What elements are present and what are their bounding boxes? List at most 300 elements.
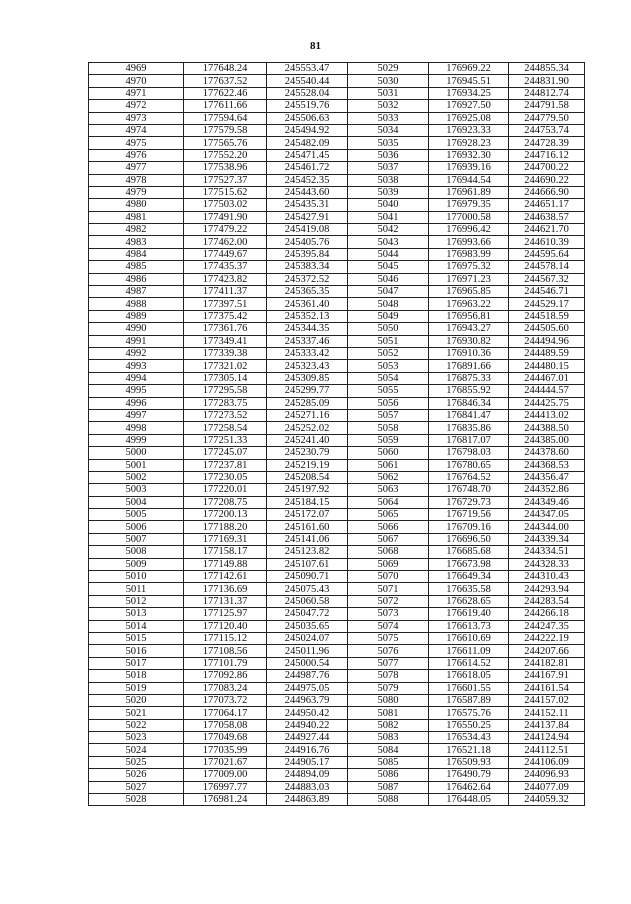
- table-row: [89, 608, 585, 620]
- point-number-cell: 5005: [89, 509, 184, 521]
- y-coordinate-cell: 245219.19: [267, 459, 348, 471]
- y-coordinate-cell: 245405.76: [267, 236, 348, 248]
- point-number-cell: 4997: [89, 409, 184, 421]
- point-number-cell: 5036: [348, 149, 429, 161]
- x-coordinate-cell: 176611.09: [429, 645, 509, 657]
- y-coordinate-cell: 245060.58: [267, 595, 348, 607]
- table-row: [89, 434, 585, 446]
- y-coordinate-cell: 244666.90: [509, 186, 585, 198]
- y-coordinate-cell: 244106.09: [509, 756, 585, 768]
- point-number-cell: 5001: [89, 459, 184, 471]
- x-coordinate-cell: 176846.34: [429, 397, 509, 409]
- point-number-cell: 5037: [348, 162, 429, 174]
- x-coordinate-cell: 177295.58: [184, 385, 267, 397]
- point-number-cell: 5035: [348, 137, 429, 149]
- point-number-cell: 4978: [89, 174, 184, 186]
- y-coordinate-cell: 245337.46: [267, 335, 348, 347]
- x-coordinate-cell: 177637.52: [184, 75, 267, 87]
- table-row: [89, 670, 585, 682]
- x-coordinate-cell: 177375.42: [184, 310, 267, 322]
- x-coordinate-cell: 176932.30: [429, 149, 509, 161]
- x-coordinate-cell: 176943.27: [429, 323, 509, 335]
- x-coordinate-cell: 177049.68: [184, 732, 267, 744]
- table-row: [89, 63, 585, 75]
- y-coordinate-cell: 244863.89: [267, 794, 348, 806]
- y-coordinate-cell: 245107.61: [267, 558, 348, 570]
- y-coordinate-cell: 245047.72: [267, 608, 348, 620]
- y-coordinate-cell: 244651.17: [509, 199, 585, 211]
- table-row: [89, 248, 585, 260]
- table-row: [89, 112, 585, 124]
- point-number-cell: 5024: [89, 744, 184, 756]
- table-row: [89, 781, 585, 793]
- point-number-cell: 4971: [89, 87, 184, 99]
- x-coordinate-cell: 177491.90: [184, 211, 267, 223]
- point-number-cell: 5087: [348, 781, 429, 793]
- point-number-cell: 5071: [348, 583, 429, 595]
- point-number-cell: 5044: [348, 248, 429, 260]
- point-number-cell: 5069: [348, 558, 429, 570]
- point-number-cell: 5081: [348, 707, 429, 719]
- y-coordinate-cell: 244753.74: [509, 124, 585, 136]
- table-row: [89, 707, 585, 719]
- x-coordinate-cell: 177538.96: [184, 162, 267, 174]
- x-coordinate-cell: 176945.51: [429, 75, 509, 87]
- point-number-cell: 4970: [89, 75, 184, 87]
- y-coordinate-cell: 244791.58: [509, 100, 585, 112]
- table-row: [89, 149, 585, 161]
- y-coordinate-cell: 244467.01: [509, 372, 585, 384]
- point-number-cell: 5084: [348, 744, 429, 756]
- x-coordinate-cell: 176748.70: [429, 484, 509, 496]
- y-coordinate-cell: 245252.02: [267, 422, 348, 434]
- y-coordinate-cell: 244963.79: [267, 694, 348, 706]
- y-coordinate-cell: 244716.12: [509, 149, 585, 161]
- y-coordinate-cell: 244124.94: [509, 732, 585, 744]
- y-coordinate-cell: 245230.79: [267, 447, 348, 459]
- x-coordinate-cell: 177200.13: [184, 509, 267, 521]
- y-coordinate-cell: 244518.59: [509, 310, 585, 322]
- table-row: [89, 558, 585, 570]
- y-coordinate-cell: 244812.74: [509, 87, 585, 99]
- coordinates-table: [88, 62, 585, 806]
- point-number-cell: 5083: [348, 732, 429, 744]
- point-number-cell: 5031: [348, 87, 429, 99]
- y-coordinate-cell: 244310.43: [509, 571, 585, 583]
- y-coordinate-cell: 244222.19: [509, 632, 585, 644]
- y-coordinate-cell: 244413.02: [509, 409, 585, 421]
- y-coordinate-cell: 244247.35: [509, 620, 585, 632]
- x-coordinate-cell: 177188.20: [184, 521, 267, 533]
- x-coordinate-cell: 176696.50: [429, 533, 509, 545]
- x-coordinate-cell: 177258.54: [184, 422, 267, 434]
- x-coordinate-cell: 176961.89: [429, 186, 509, 198]
- y-coordinate-cell: 244349.46: [509, 496, 585, 508]
- point-number-cell: 5043: [348, 236, 429, 248]
- y-coordinate-cell: 245024.07: [267, 632, 348, 644]
- table-row: [89, 385, 585, 397]
- y-coordinate-cell: 244328.33: [509, 558, 585, 570]
- table-row: [89, 323, 585, 335]
- table-row: [89, 397, 585, 409]
- y-coordinate-cell: 244975.05: [267, 682, 348, 694]
- x-coordinate-cell: 177411.37: [184, 286, 267, 298]
- y-coordinate-cell: 245361.40: [267, 298, 348, 310]
- point-number-cell: 4981: [89, 211, 184, 223]
- x-coordinate-cell: 177515.62: [184, 186, 267, 198]
- table-row: [89, 298, 585, 310]
- x-coordinate-cell: 176979.35: [429, 199, 509, 211]
- y-coordinate-cell: 244927.44: [267, 732, 348, 744]
- table-row: [89, 286, 585, 298]
- point-number-cell: 4977: [89, 162, 184, 174]
- y-coordinate-cell: 244883.03: [267, 781, 348, 793]
- table-row: [89, 199, 585, 211]
- x-coordinate-cell: 176956.81: [429, 310, 509, 322]
- point-number-cell: 5030: [348, 75, 429, 87]
- x-coordinate-cell: 177479.22: [184, 224, 267, 236]
- point-number-cell: 5079: [348, 682, 429, 694]
- table-row: [89, 744, 585, 756]
- x-coordinate-cell: 177251.33: [184, 434, 267, 446]
- y-coordinate-cell: 244368.53: [509, 459, 585, 471]
- x-coordinate-cell: 176780.65: [429, 459, 509, 471]
- point-number-cell: 5011: [89, 583, 184, 595]
- table-row: [89, 360, 585, 372]
- table-row: [89, 261, 585, 273]
- point-number-cell: 5004: [89, 496, 184, 508]
- y-coordinate-cell: 244690.22: [509, 174, 585, 186]
- x-coordinate-cell: 177622.46: [184, 87, 267, 99]
- x-coordinate-cell: 177611.66: [184, 100, 267, 112]
- table-row: [89, 484, 585, 496]
- table-row: [89, 756, 585, 768]
- x-coordinate-cell: 177021.67: [184, 756, 267, 768]
- point-number-cell: 5019: [89, 682, 184, 694]
- x-coordinate-cell: 176875.33: [429, 372, 509, 384]
- point-number-cell: 5009: [89, 558, 184, 570]
- x-coordinate-cell: 176509.93: [429, 756, 509, 768]
- table-row: [89, 657, 585, 669]
- x-coordinate-cell: 177435.37: [184, 261, 267, 273]
- table-row: [89, 447, 585, 459]
- point-number-cell: 5025: [89, 756, 184, 768]
- y-coordinate-cell: 245075.43: [267, 583, 348, 595]
- point-number-cell: 5054: [348, 372, 429, 384]
- y-coordinate-cell: 244894.09: [267, 769, 348, 781]
- y-coordinate-cell: 245161.60: [267, 521, 348, 533]
- y-coordinate-cell: 244855.34: [509, 63, 585, 75]
- y-coordinate-cell: 244167.91: [509, 670, 585, 682]
- x-coordinate-cell: 176610.69: [429, 632, 509, 644]
- y-coordinate-cell: 245035.65: [267, 620, 348, 632]
- point-number-cell: 5050: [348, 323, 429, 335]
- y-coordinate-cell: 244207.66: [509, 645, 585, 657]
- x-coordinate-cell: 177009.00: [184, 769, 267, 781]
- y-coordinate-cell: 245000.54: [267, 657, 348, 669]
- y-coordinate-cell: 245241.40: [267, 434, 348, 446]
- y-coordinate-cell: 245506.63: [267, 112, 348, 124]
- y-coordinate-cell: 245443.60: [267, 186, 348, 198]
- table-row: [89, 794, 585, 806]
- x-coordinate-cell: 176462.64: [429, 781, 509, 793]
- point-number-cell: 5064: [348, 496, 429, 508]
- x-coordinate-cell: 177035.99: [184, 744, 267, 756]
- table-row: [89, 719, 585, 731]
- y-coordinate-cell: 245197.92: [267, 484, 348, 496]
- y-coordinate-cell: 244347.05: [509, 509, 585, 521]
- point-number-cell: 5026: [89, 769, 184, 781]
- y-coordinate-cell: 244444.57: [509, 385, 585, 397]
- y-coordinate-cell: 245299.77: [267, 385, 348, 397]
- point-number-cell: 5016: [89, 645, 184, 657]
- table-row: [89, 632, 585, 644]
- point-number-cell: 4991: [89, 335, 184, 347]
- x-coordinate-cell: 176764.52: [429, 471, 509, 483]
- point-number-cell: 4974: [89, 124, 184, 136]
- x-coordinate-cell: 176550.25: [429, 719, 509, 731]
- point-number-cell: 5012: [89, 595, 184, 607]
- y-coordinate-cell: 245285.09: [267, 397, 348, 409]
- x-coordinate-cell: 177349.41: [184, 335, 267, 347]
- y-coordinate-cell: 244700.22: [509, 162, 585, 174]
- x-coordinate-cell: 176971.23: [429, 273, 509, 285]
- point-number-cell: 4986: [89, 273, 184, 285]
- y-coordinate-cell: 244905.17: [267, 756, 348, 768]
- table-row: [89, 521, 585, 533]
- x-coordinate-cell: 176835.86: [429, 422, 509, 434]
- point-number-cell: 5055: [348, 385, 429, 397]
- x-coordinate-cell: 177648.24: [184, 63, 267, 75]
- x-coordinate-cell: 177565.76: [184, 137, 267, 149]
- x-coordinate-cell: 177273.52: [184, 409, 267, 421]
- x-coordinate-cell: 176628.65: [429, 595, 509, 607]
- point-number-cell: 5065: [348, 509, 429, 521]
- y-coordinate-cell: 244352.86: [509, 484, 585, 496]
- point-number-cell: 4995: [89, 385, 184, 397]
- x-coordinate-cell: 176490.79: [429, 769, 509, 781]
- x-coordinate-cell: 177449.67: [184, 248, 267, 260]
- x-coordinate-cell: 177503.02: [184, 199, 267, 211]
- x-coordinate-cell: 177594.64: [184, 112, 267, 124]
- x-coordinate-cell: 176635.58: [429, 583, 509, 595]
- x-coordinate-cell: 177092.86: [184, 670, 267, 682]
- x-coordinate-cell: 177305.14: [184, 372, 267, 384]
- table-row: [89, 509, 585, 521]
- y-coordinate-cell: 245323.43: [267, 360, 348, 372]
- y-coordinate-cell: 245365.35: [267, 286, 348, 298]
- x-coordinate-cell: 176997.77: [184, 781, 267, 793]
- y-coordinate-cell: 244356.47: [509, 471, 585, 483]
- y-coordinate-cell: 245344.35: [267, 323, 348, 335]
- x-coordinate-cell: 176996.42: [429, 224, 509, 236]
- x-coordinate-cell: 176923.33: [429, 124, 509, 136]
- x-coordinate-cell: 177073.72: [184, 694, 267, 706]
- point-number-cell: 5021: [89, 707, 184, 719]
- point-number-cell: 5073: [348, 608, 429, 620]
- x-coordinate-cell: 177142.61: [184, 571, 267, 583]
- point-number-cell: 5070: [348, 571, 429, 583]
- point-number-cell: 5007: [89, 533, 184, 545]
- y-coordinate-cell: 244152.11: [509, 707, 585, 719]
- x-coordinate-cell: 177149.88: [184, 558, 267, 570]
- table-row: [89, 620, 585, 632]
- table-row: [89, 137, 585, 149]
- x-coordinate-cell: 176729.73: [429, 496, 509, 508]
- point-number-cell: 5051: [348, 335, 429, 347]
- point-number-cell: 4983: [89, 236, 184, 248]
- y-coordinate-cell: 245419.08: [267, 224, 348, 236]
- y-coordinate-cell: 245184.15: [267, 496, 348, 508]
- x-coordinate-cell: 176841.47: [429, 409, 509, 421]
- table-row: [89, 682, 585, 694]
- y-coordinate-cell: 244480.15: [509, 360, 585, 372]
- x-coordinate-cell: 177339.38: [184, 347, 267, 359]
- point-number-cell: 4987: [89, 286, 184, 298]
- table-row: [89, 645, 585, 657]
- x-coordinate-cell: 176613.73: [429, 620, 509, 632]
- x-coordinate-cell: 176965.85: [429, 286, 509, 298]
- y-coordinate-cell: 245395.84: [267, 248, 348, 260]
- point-number-cell: 5015: [89, 632, 184, 644]
- x-coordinate-cell: 176975.32: [429, 261, 509, 273]
- y-coordinate-cell: 244266.18: [509, 608, 585, 620]
- table-row: [89, 409, 585, 421]
- table-row: [89, 186, 585, 198]
- point-number-cell: 4982: [89, 224, 184, 236]
- x-coordinate-cell: 176969.22: [429, 63, 509, 75]
- point-number-cell: 5028: [89, 794, 184, 806]
- y-coordinate-cell: 245333.42: [267, 347, 348, 359]
- x-coordinate-cell: 176798.03: [429, 447, 509, 459]
- y-coordinate-cell: 244529.17: [509, 298, 585, 310]
- point-number-cell: 4992: [89, 347, 184, 359]
- y-coordinate-cell: 245519.76: [267, 100, 348, 112]
- point-number-cell: 4969: [89, 63, 184, 75]
- y-coordinate-cell: 245011.96: [267, 645, 348, 657]
- y-coordinate-cell: 244425.75: [509, 397, 585, 409]
- table-row: [89, 694, 585, 706]
- table-row: [89, 571, 585, 583]
- y-coordinate-cell: 244182.81: [509, 657, 585, 669]
- x-coordinate-cell: 177131.37: [184, 595, 267, 607]
- table-row: [89, 211, 585, 223]
- point-number-cell: 5047: [348, 286, 429, 298]
- y-coordinate-cell: 245141.06: [267, 533, 348, 545]
- point-number-cell: 5033: [348, 112, 429, 124]
- point-number-cell: 5006: [89, 521, 184, 533]
- x-coordinate-cell: 176709.16: [429, 521, 509, 533]
- point-number-cell: 4999: [89, 434, 184, 446]
- x-coordinate-cell: 176993.66: [429, 236, 509, 248]
- point-number-cell: 5078: [348, 670, 429, 682]
- point-number-cell: 5038: [348, 174, 429, 186]
- y-coordinate-cell: 245471.45: [267, 149, 348, 161]
- y-coordinate-cell: 244157.02: [509, 694, 585, 706]
- x-coordinate-cell: 176719.56: [429, 509, 509, 521]
- table-row: [89, 100, 585, 112]
- y-coordinate-cell: 245352.13: [267, 310, 348, 322]
- x-coordinate-cell: 176963.22: [429, 298, 509, 310]
- y-coordinate-cell: 245208.54: [267, 471, 348, 483]
- point-number-cell: 5077: [348, 657, 429, 669]
- x-coordinate-cell: 177552.20: [184, 149, 267, 161]
- table-row: [89, 769, 585, 781]
- point-number-cell: 5029: [348, 63, 429, 75]
- y-coordinate-cell: 244950.42: [267, 707, 348, 719]
- point-number-cell: 5057: [348, 409, 429, 421]
- point-number-cell: 5041: [348, 211, 429, 223]
- table-row: [89, 236, 585, 248]
- point-number-cell: 5053: [348, 360, 429, 372]
- x-coordinate-cell: 177361.76: [184, 323, 267, 335]
- point-number-cell: 5061: [348, 459, 429, 471]
- table-row: [89, 471, 585, 483]
- y-coordinate-cell: 244293.94: [509, 583, 585, 595]
- point-number-cell: 5027: [89, 781, 184, 793]
- point-number-cell: 4996: [89, 397, 184, 409]
- point-number-cell: 4973: [89, 112, 184, 124]
- x-coordinate-cell: 176983.99: [429, 248, 509, 260]
- x-coordinate-cell: 176817.07: [429, 434, 509, 446]
- table-row: [89, 459, 585, 471]
- point-number-cell: 5014: [89, 620, 184, 632]
- point-number-cell: 5056: [348, 397, 429, 409]
- x-coordinate-cell: 176673.98: [429, 558, 509, 570]
- x-coordinate-cell: 176930.82: [429, 335, 509, 347]
- y-coordinate-cell: 245482.09: [267, 137, 348, 149]
- point-number-cell: 5010: [89, 571, 184, 583]
- table-row: [89, 496, 585, 508]
- x-coordinate-cell: 177108.56: [184, 645, 267, 657]
- point-number-cell: 5082: [348, 719, 429, 731]
- table-row: [89, 533, 585, 545]
- y-coordinate-cell: 244334.51: [509, 546, 585, 558]
- point-number-cell: 5076: [348, 645, 429, 657]
- point-number-cell: 5023: [89, 732, 184, 744]
- y-coordinate-cell: 244578.14: [509, 261, 585, 273]
- point-number-cell: 5018: [89, 670, 184, 682]
- y-coordinate-cell: 245435.31: [267, 199, 348, 211]
- y-coordinate-cell: 244505.60: [509, 323, 585, 335]
- table-row: [89, 595, 585, 607]
- y-coordinate-cell: 244610.39: [509, 236, 585, 248]
- x-coordinate-cell: 177462.00: [184, 236, 267, 248]
- x-coordinate-cell: 176685.68: [429, 546, 509, 558]
- point-number-cell: 5060: [348, 447, 429, 459]
- point-number-cell: 5088: [348, 794, 429, 806]
- x-coordinate-cell: 176944.54: [429, 174, 509, 186]
- x-coordinate-cell: 176891.66: [429, 360, 509, 372]
- x-coordinate-cell: 176855.92: [429, 385, 509, 397]
- y-coordinate-cell: 244638.57: [509, 211, 585, 223]
- point-number-cell: 5059: [348, 434, 429, 446]
- y-coordinate-cell: 245172.07: [267, 509, 348, 521]
- point-number-cell: 4993: [89, 360, 184, 372]
- point-number-cell: 5063: [348, 484, 429, 496]
- point-number-cell: 5022: [89, 719, 184, 731]
- y-coordinate-cell: 245271.16: [267, 409, 348, 421]
- table-row: [89, 583, 585, 595]
- point-number-cell: 5020: [89, 694, 184, 706]
- y-coordinate-cell: 245372.52: [267, 273, 348, 285]
- table-row: [89, 174, 585, 186]
- point-number-cell: 5075: [348, 632, 429, 644]
- x-coordinate-cell: 177527.37: [184, 174, 267, 186]
- table-row: [89, 75, 585, 87]
- point-number-cell: 5039: [348, 186, 429, 198]
- x-coordinate-cell: 177237.81: [184, 459, 267, 471]
